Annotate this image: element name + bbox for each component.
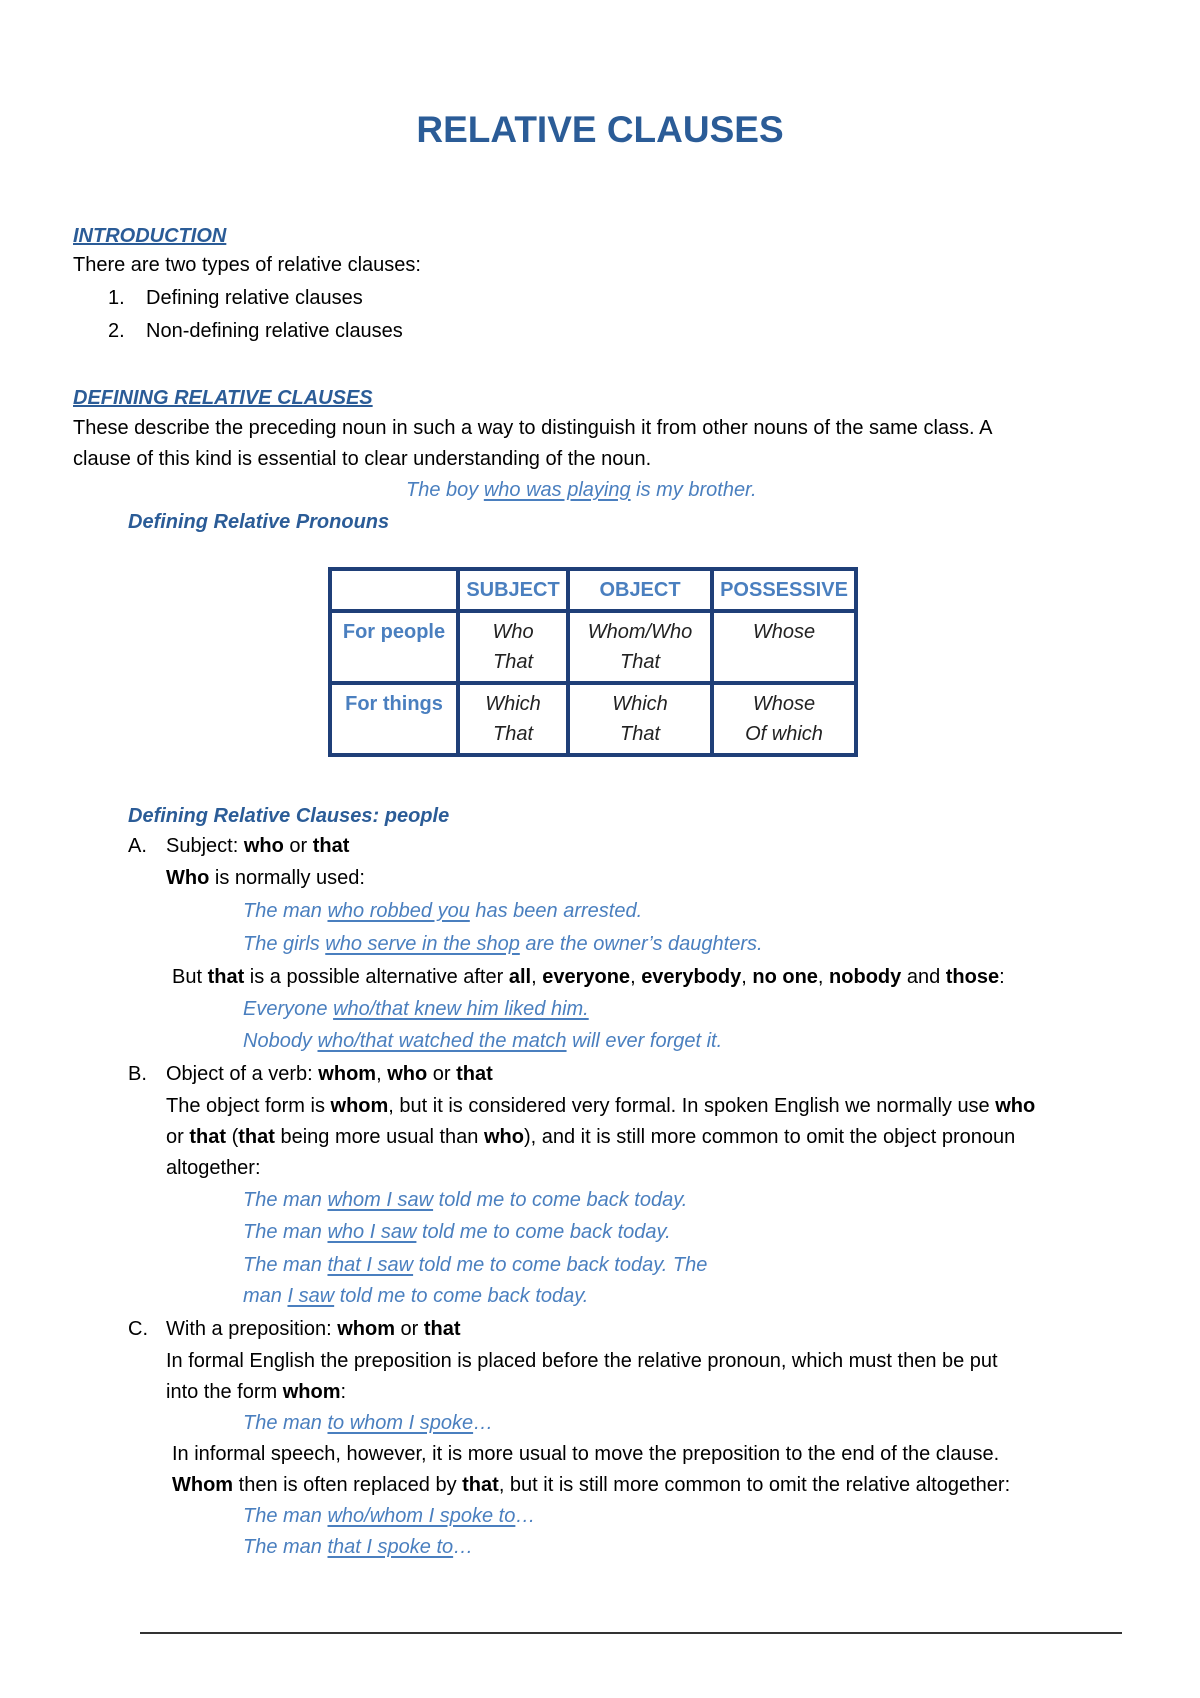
example-text: … <box>515 1505 536 1527</box>
table-cell <box>568 683 712 755</box>
text: : <box>340 1381 347 1403</box>
example-sentence <box>243 1186 687 1214</box>
page-title: RELATIVE CLAUSES <box>416 109 784 150</box>
bold-text: all <box>508 966 532 988</box>
example-text: The man <box>243 900 328 922</box>
example-sentence <box>243 1251 707 1279</box>
list-label: Defining relative clauses <box>146 287 363 309</box>
cell-line: That <box>492 723 534 745</box>
cell-line: That <box>619 723 661 745</box>
example-underlined: who was playing <box>483 479 631 501</box>
section-a-title <box>128 832 349 860</box>
footer-divider <box>140 1632 1122 1634</box>
intro-list-item <box>108 284 363 312</box>
example-text: told me to come back today. <box>416 1221 671 1243</box>
example-underlined: to whom I spoke <box>327 1412 474 1434</box>
cell-line: Whose <box>752 621 816 643</box>
text: ), and it is still more common to omit the object pronoun <box>523 1126 1016 1148</box>
example-underlined: who I saw <box>327 1221 417 1243</box>
text: , but it is still more common to omit the relative altogether: <box>498 1474 1011 1496</box>
bold-text: that <box>462 1474 499 1496</box>
table-header-cell: POSSESSIVE <box>712 569 856 611</box>
section-letter: A. <box>128 835 147 857</box>
pronouns-table <box>328 567 858 757</box>
section-a-but <box>172 963 1005 991</box>
table-header-cell <box>330 569 458 611</box>
cell-line: Who <box>492 621 534 643</box>
example-sentence <box>243 1409 493 1437</box>
text: ( <box>226 1126 239 1148</box>
example-text: told me to come back today. <box>334 1285 589 1307</box>
cell-line: Whose <box>752 693 816 715</box>
bold-text: everybody <box>641 966 742 988</box>
cell-line: Which <box>612 693 668 715</box>
text: , but it is considered very formal. In spoken English we normally use <box>388 1095 996 1117</box>
text: is normally used: <box>209 867 365 889</box>
example-sentence <box>243 1533 473 1561</box>
section-letter: B. <box>128 1063 147 1085</box>
bold-text: that <box>189 1126 227 1148</box>
bold-text: nobody <box>829 966 902 988</box>
example-sentence <box>243 930 763 958</box>
text: is a possible alternative after <box>244 966 509 988</box>
bold-text: no one <box>752 966 818 988</box>
section-c-line: In informal speech, however, it is more usual to move the preposition to the end of the clause. <box>172 1443 1000 1465</box>
example-text: told me to come back today. The <box>413 1254 708 1276</box>
bold-text: that <box>207 966 245 988</box>
bold-text: whom <box>318 1063 377 1085</box>
example-underlined: I saw <box>287 1285 335 1307</box>
example-sentence <box>243 1282 588 1310</box>
example-text: The man <box>243 1412 328 1434</box>
section-c-line <box>166 1378 346 1406</box>
defining-text-line: clause of this kind is essential to clear understanding of the noun. <box>73 448 652 470</box>
example-underlined: who robbed you <box>327 900 470 922</box>
defining-text-line: These describe the preceding noun in such a way to distinguish it from other nouns of the same class. A <box>73 417 993 439</box>
text: or <box>394 1318 424 1340</box>
text: , <box>376 1063 388 1085</box>
example-text: The girls <box>243 933 326 955</box>
bold-text: that <box>456 1063 493 1085</box>
section-a-sub <box>166 864 365 892</box>
defining-heading: DEFINING RELATIVE CLAUSES <box>73 387 373 409</box>
example-text: are the owner’s daughters. <box>519 933 763 955</box>
text: , <box>741 966 753 988</box>
example-text: The man <box>243 1189 328 1211</box>
text: : <box>999 966 1005 988</box>
example-sentence <box>243 1502 535 1530</box>
text: Subject: <box>166 835 244 857</box>
text: Object of a verb: <box>166 1063 319 1085</box>
example-text: Everyone <box>243 998 334 1020</box>
table-row <box>330 611 856 683</box>
example-underlined: who/whom I spoke to <box>327 1505 516 1527</box>
bold-text: everyone <box>542 966 631 988</box>
bold-text: those <box>945 966 1000 988</box>
text: or <box>427 1063 457 1085</box>
example-text: has been arrested. <box>469 900 643 922</box>
bold-text: whom <box>282 1381 341 1403</box>
example-sentence <box>243 995 589 1023</box>
section-b-line <box>166 1123 1015 1151</box>
text: and <box>901 966 946 988</box>
table-cell <box>712 611 856 683</box>
example-text: The man <box>243 1254 328 1276</box>
table-cell <box>712 683 856 755</box>
table-header-row <box>330 569 856 611</box>
table-row <box>330 683 856 755</box>
example-text: The man <box>243 1505 328 1527</box>
cell-line: Of which <box>745 723 823 745</box>
people-heading: Defining Relative Clauses: people <box>128 805 450 827</box>
list-number: 2. <box>108 320 125 342</box>
example-underlined: who serve in the shop <box>325 933 520 955</box>
bold-text: whom <box>337 1318 395 1340</box>
cell-line: That <box>492 651 534 673</box>
example-sentence <box>243 1218 671 1246</box>
list-label: Non-defining relative clauses <box>146 320 403 342</box>
section-c-title <box>128 1315 461 1343</box>
section-letter: C. <box>128 1318 148 1340</box>
intro-list-item <box>108 317 403 345</box>
table-cell <box>568 611 712 683</box>
table-cell <box>458 611 568 683</box>
example-text: told me to come back today. <box>433 1189 688 1211</box>
text: But <box>172 966 208 988</box>
text: With a preposition: <box>166 1318 338 1340</box>
section-b-line <box>166 1092 1035 1120</box>
intro-heading: INTRODUCTION <box>73 225 227 247</box>
text: into the form <box>166 1381 283 1403</box>
example-text: will ever forget it. <box>566 1030 723 1052</box>
cell-line: Whom/Who <box>587 621 693 643</box>
section-c-line <box>172 1471 1010 1499</box>
bold-text: that <box>238 1126 275 1148</box>
example-text: The man <box>243 1221 328 1243</box>
example-text: is my brother. <box>630 479 757 501</box>
example-text: The man <box>243 1536 328 1558</box>
cell-line: That <box>619 651 661 673</box>
example-text: The boy <box>406 479 484 501</box>
example-text: man <box>243 1285 288 1307</box>
example-sentence <box>406 476 757 504</box>
example-text: … <box>453 1536 474 1558</box>
text: , <box>817 966 830 988</box>
example-text: … <box>473 1412 494 1434</box>
bold-text: who <box>243 835 284 857</box>
text: , <box>630 966 642 988</box>
cell-line <box>720 647 848 677</box>
table-header-cell: OBJECT <box>568 569 712 611</box>
text: or <box>166 1126 190 1148</box>
pronouns-heading: Defining Relative Pronouns <box>128 511 390 533</box>
bold-text: that <box>312 835 350 857</box>
text: , <box>531 966 543 988</box>
bold-text: who <box>995 1095 1036 1117</box>
bold-text: Who <box>166 867 210 889</box>
table-row-label: For people <box>330 611 458 683</box>
section-b-title <box>128 1060 493 1088</box>
text: The object form is <box>166 1095 331 1117</box>
bold-text: that <box>423 1318 461 1340</box>
example-underlined: that I spoke to <box>327 1536 454 1558</box>
text: or <box>283 835 313 857</box>
example-underlined: who/that watched the match <box>317 1030 567 1052</box>
table-cell <box>458 683 568 755</box>
bold-text: who <box>387 1063 428 1085</box>
example-underlined: whom I saw <box>327 1189 434 1211</box>
section-c-line: In formal English the preposition is placed before the relative pronoun, which must then be put <box>166 1350 998 1372</box>
bold-text: who <box>483 1126 524 1148</box>
example-sentence <box>243 1027 722 1055</box>
example-underlined: that I saw <box>327 1254 414 1276</box>
example-text: Nobody <box>243 1030 318 1052</box>
text: then is often replaced by <box>233 1474 463 1496</box>
example-sentence <box>243 897 642 925</box>
example-underlined: who/that knew him liked him. <box>333 998 589 1020</box>
intro-text: There are two types of relative clauses: <box>73 254 421 276</box>
table-header-cell: SUBJECT <box>458 569 568 611</box>
table-row-label: For things <box>330 683 458 755</box>
section-b-line: altogether: <box>166 1157 261 1179</box>
cell-line: Which <box>485 693 541 715</box>
list-number: 1. <box>108 287 125 309</box>
bold-text: Whom <box>172 1474 234 1496</box>
text: being more usual than <box>274 1126 484 1148</box>
bold-text: whom <box>330 1095 389 1117</box>
